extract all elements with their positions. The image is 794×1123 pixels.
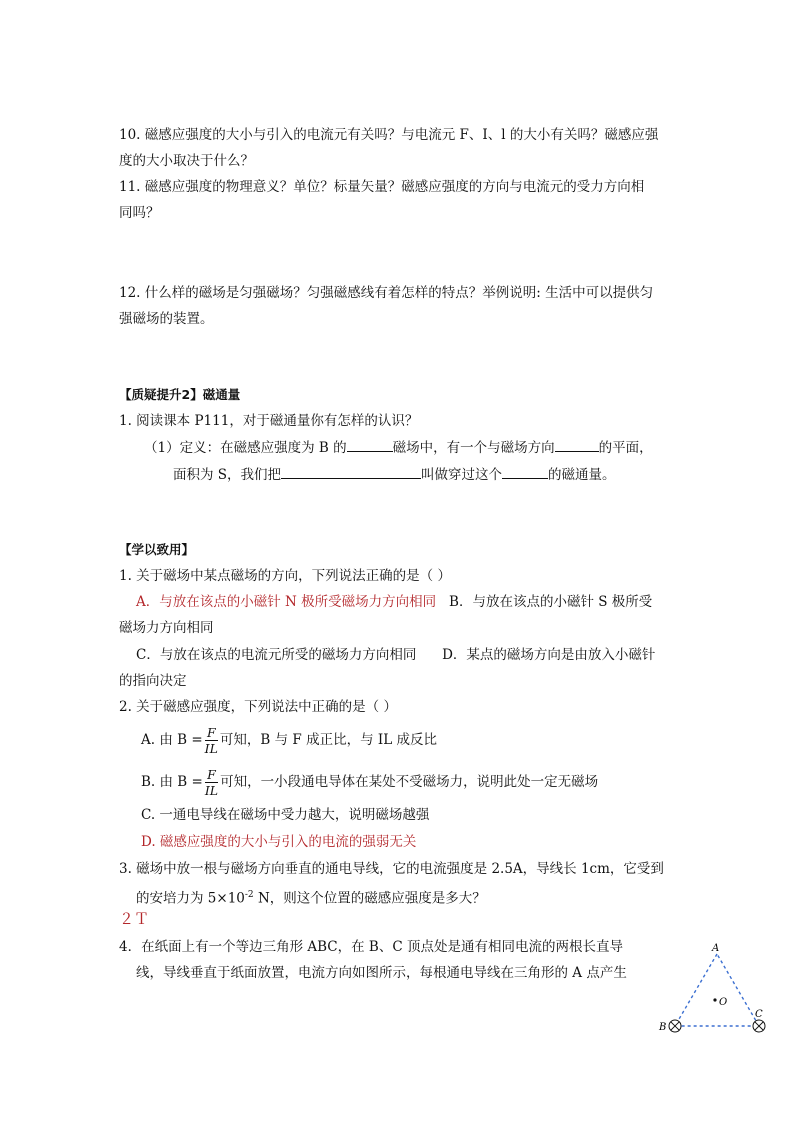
- q2-option-d: D. 磁感应强度的大小与引入的电流的强弱无关: [141, 834, 417, 850]
- formula-fraction: [205, 767, 218, 798]
- q3-line2-suffix: N，则这个位置的磁感应强度是多大？: [253, 890, 486, 907]
- q3-line2: [136, 886, 486, 908]
- q1-option-c: C．与放在该点的电流元所受的磁场力方向相同: [136, 647, 417, 663]
- q11-line2: 同吗？: [119, 205, 160, 221]
- q2-stem: 2. 关于磁感应强度，下列说法中正确的是（ ）: [119, 699, 397, 715]
- label-a: A: [712, 943, 720, 954]
- q3-exponent: -2: [244, 890, 254, 900]
- definition-line2: [173, 465, 616, 484]
- wire-c-icon: [753, 1020, 765, 1032]
- q11-line1: 11. 磁感应强度的物理意义？单位？标量矢量？磁感应强度的方向与电流元的受力方向相: [119, 179, 645, 195]
- q1-options-ab: [136, 593, 652, 611]
- q3-answer: ２Ｔ: [119, 910, 150, 928]
- blank-field[interactable]: [281, 465, 421, 479]
- center-point: [713, 998, 716, 1001]
- q1-option-b: B．与放在该点的小磁针 S 极所受: [449, 594, 653, 610]
- fraction-denominator: IL: [204, 741, 218, 756]
- formula-fraction: [205, 725, 218, 756]
- definition-line1: [144, 438, 653, 457]
- label-c: C: [755, 1009, 763, 1020]
- label-o: O: [719, 997, 728, 1008]
- q1-option-d: D．某点的磁场方向是由放入小磁针: [442, 647, 656, 663]
- wire-b-icon: [669, 1020, 681, 1032]
- fraction-numerator: F: [205, 725, 218, 741]
- blank-field[interactable]: [502, 465, 548, 479]
- q3-line2-prefix: 的安培力为 5×10: [136, 890, 245, 907]
- q1-option-b-cont: 磁场力方向相同: [119, 620, 214, 636]
- q1-options-cd: [136, 646, 655, 664]
- definition-text-f: 的磁通量。: [548, 467, 616, 483]
- q12-line2: 强磁场的装置。: [119, 311, 214, 327]
- q2-option-c: C. 一通电导线在磁场中受力越大，说明磁场越强: [141, 807, 430, 823]
- q2-option-a-suffix: 可知，B 与 F 成正比，与 IL 成反比: [219, 732, 437, 748]
- q12-line1: 12. 什么样的磁场是匀强磁场？匀强磁感线有着怎样的特点？举例说明: 生活中可以提供匀: [119, 285, 654, 301]
- q2-option-b-prefix: B. 由 B =: [141, 774, 203, 790]
- definition-text-e: 叫做穿过这个: [421, 467, 503, 483]
- q2-option-b: [141, 766, 598, 798]
- q3-line1: 3. 磁场中放一根与磁场方向垂直的通电导线，它的电流强度是 2.5A，导线长 1cm，它受到: [119, 861, 664, 877]
- q1-option-a: A．与放在该点的小磁针 N 极所受磁场力方向相同: [136, 594, 437, 610]
- section2-item1: 1. 阅读课本 P111，对于磁通量你有怎样的认识？: [119, 413, 419, 429]
- q1-option-d-cont: 的指向决定: [119, 673, 187, 689]
- triangle-figure: [655, 938, 775, 1038]
- definition-text-a: （1）定义：在磁感应强度为 B 的: [144, 440, 347, 456]
- fraction-numerator: F: [205, 767, 218, 783]
- fraction-denominator: IL: [204, 783, 219, 798]
- definition-text-c: 的平面，: [598, 440, 653, 456]
- section2-heading: 【质疑提升2】磁通量: [119, 387, 241, 402]
- q2-option-a-prefix: A. 由 B =: [141, 732, 203, 748]
- q2-option-b-suffix: 可知，一小段通电导体在某处不受磁场力，说明此处一定无磁场: [220, 774, 599, 790]
- q1-stem: 1. 关于磁场中某点磁场的方向，下列说法正确的是（ ）: [119, 568, 451, 584]
- triangle-outline: [675, 954, 759, 1026]
- label-b: B: [659, 1022, 667, 1033]
- section3-heading: 【学以致用】: [119, 542, 195, 557]
- q10-line1: 10. 磁感应强度的大小与引入的电流元有关吗？与电流元 F、I、l 的大小有关吗？磁感应强: [119, 127, 659, 143]
- q2-option-a: [141, 724, 437, 756]
- q4-line1: 4．在纸面上有一个等边三角形 ABC，在 B、C 顶点处是通有相同电流的两根长直导: [119, 939, 623, 955]
- q10-line2: 度的大小取决于什么？: [119, 153, 254, 169]
- blank-field[interactable]: [347, 438, 393, 452]
- definition-text-b: 磁场中，有一个与磁场方向: [392, 440, 555, 456]
- blank-field[interactable]: [555, 438, 599, 452]
- q4-line2: 线，导线垂直于纸面放置，电流方向如图所示，每根通电导线在三角形的 A 点产生: [136, 965, 627, 981]
- definition-text-d: 面积为 S，我们把: [173, 467, 282, 483]
